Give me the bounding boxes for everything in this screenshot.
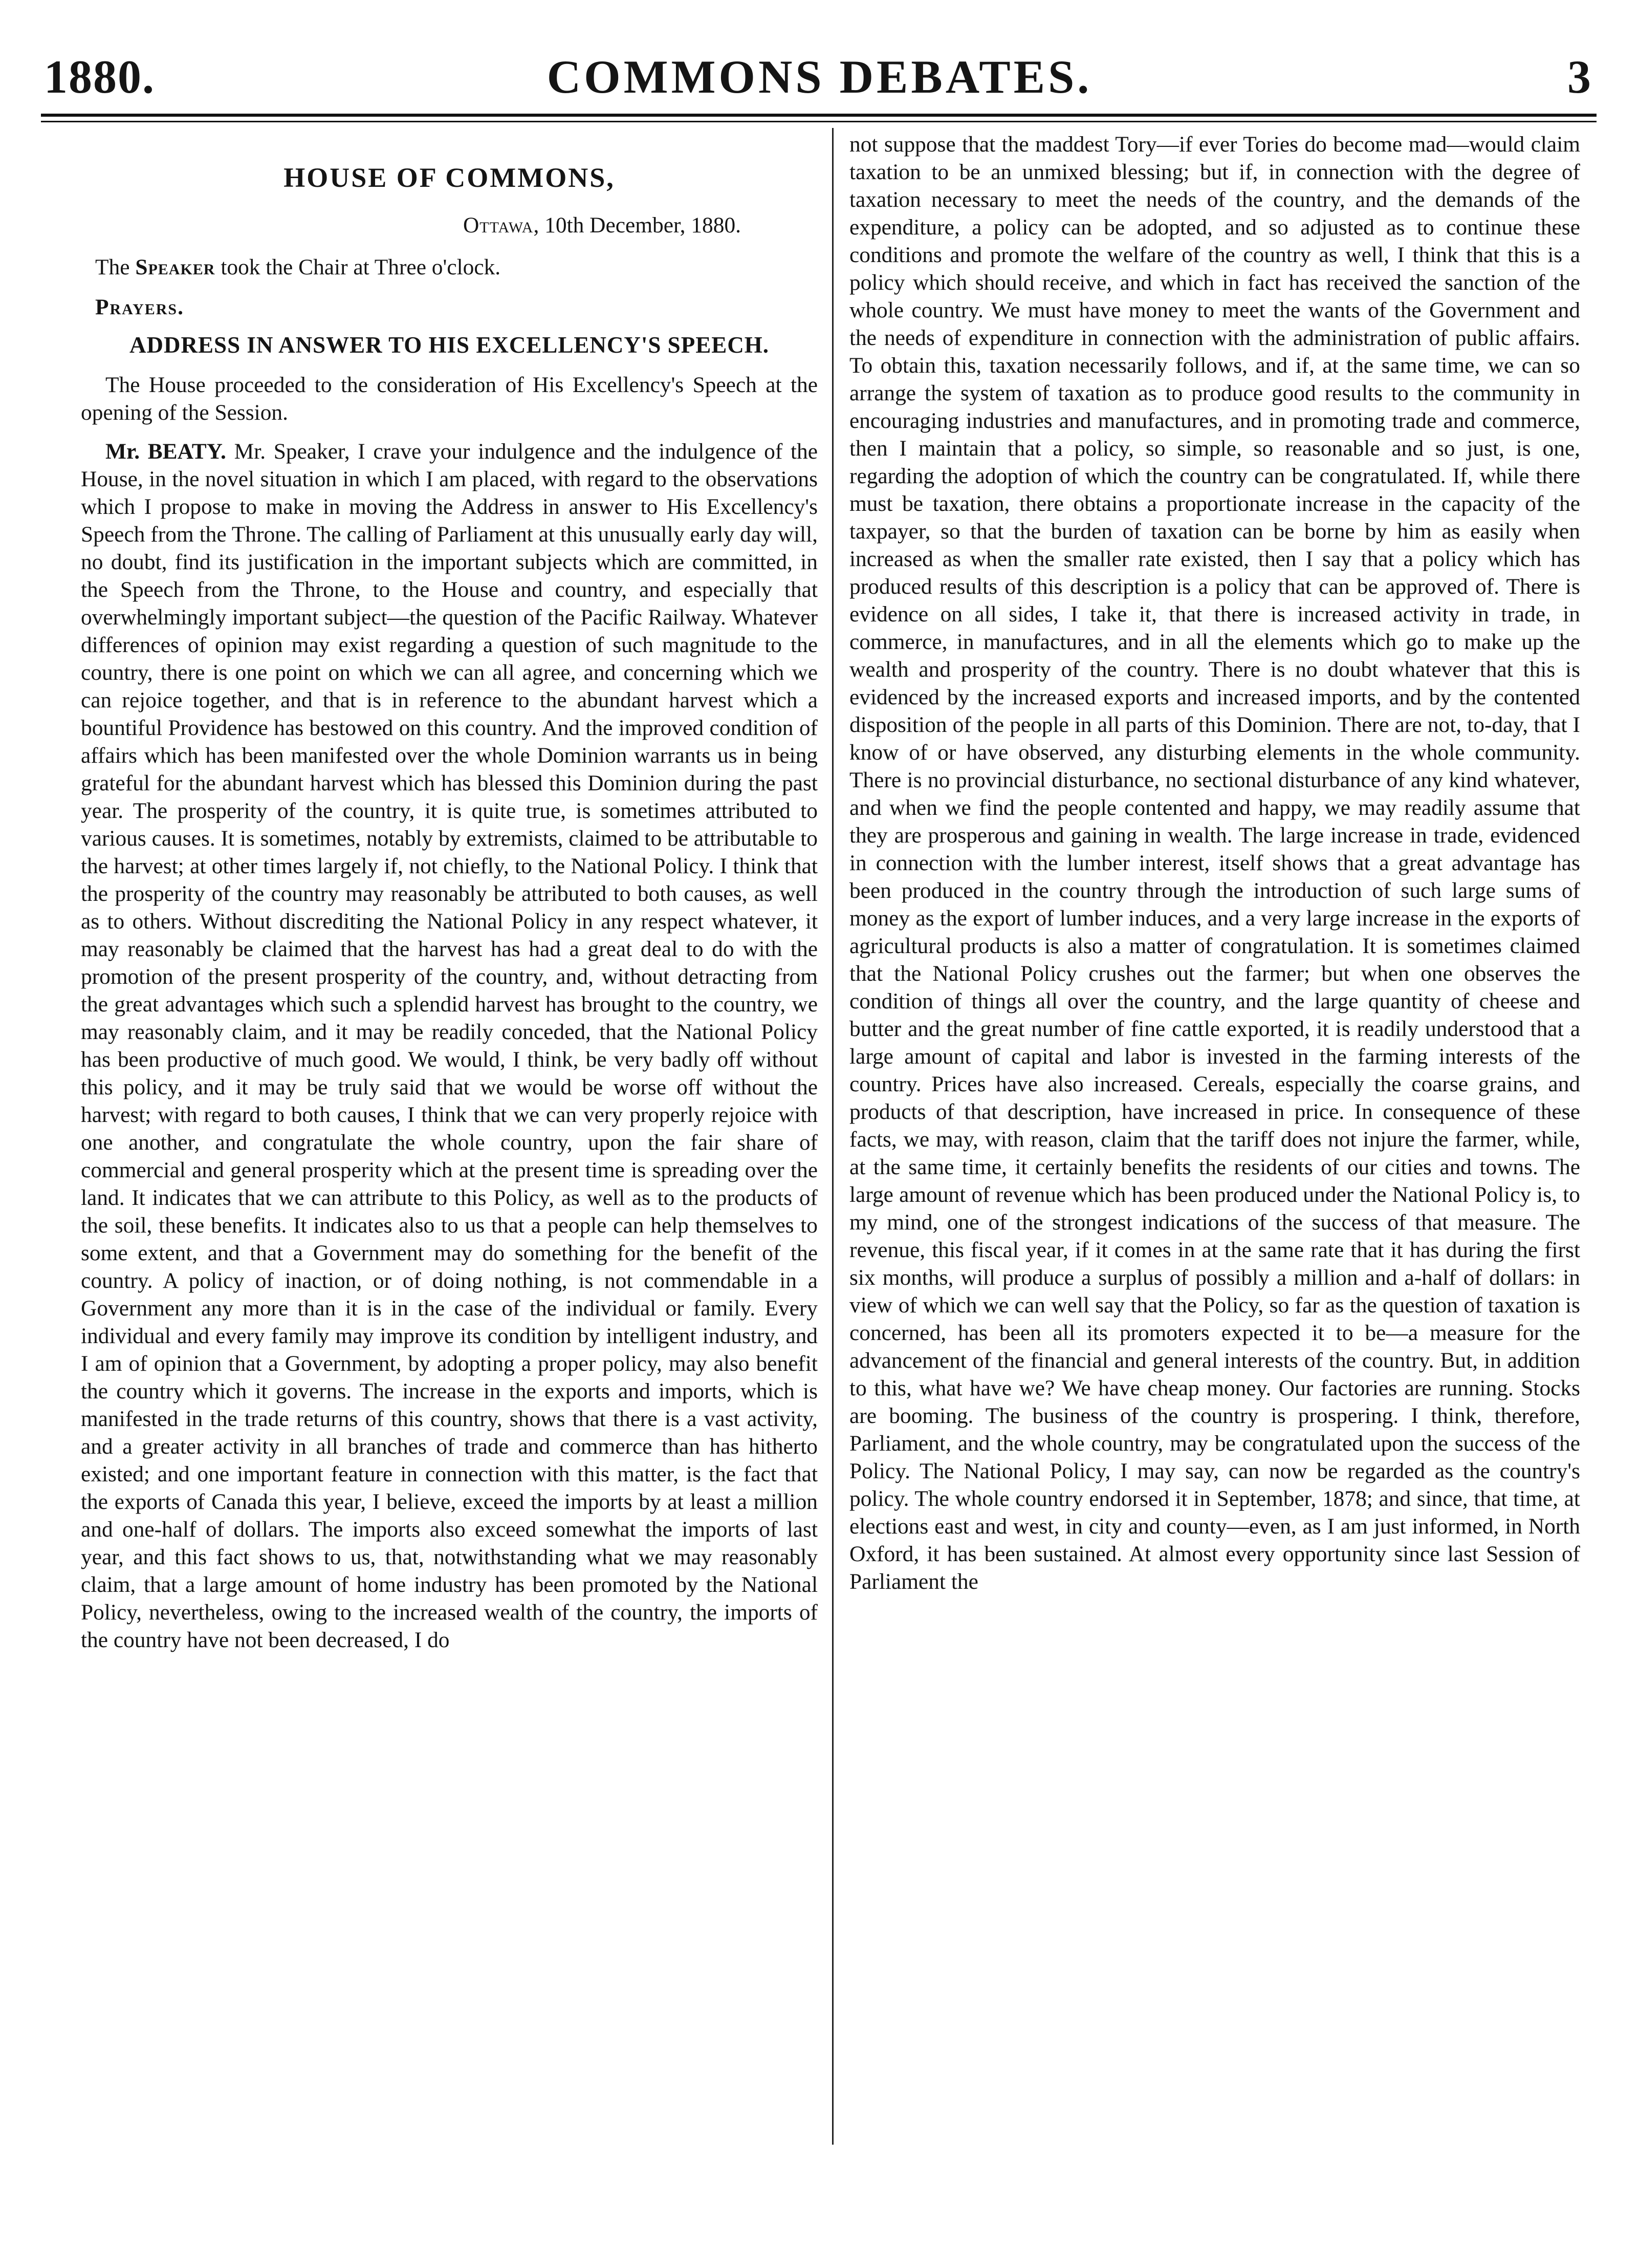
dateline-place: Ottawa	[463, 213, 534, 237]
speaker-label: Mr. BEATY.	[105, 439, 226, 464]
speaker-line-prefix: The	[95, 255, 136, 279]
running-year: 1880.	[44, 51, 155, 103]
header-rule-thin	[41, 121, 1597, 122]
dateline	[81, 211, 818, 239]
header-rule-thick	[41, 114, 1597, 117]
speaker-took-chair	[81, 253, 818, 281]
page-number: 3	[1567, 51, 1592, 103]
speaker-title: Speaker	[135, 255, 215, 279]
running-title: COMMONS DEBATES.	[547, 51, 1092, 103]
left-column	[81, 131, 818, 1654]
right-column	[849, 131, 1580, 1595]
address-heading: ADDRESS IN ANSWER TO HIS EXCELLENCY'S SPEECH.	[129, 332, 769, 358]
column-divider	[832, 128, 834, 2145]
speech-text: Mr. Speaker, I crave your indulgence and the indulgence of the House, in the novel situation in which I am placed, with regard to the observations which I propose to make in moving the Address in answer to His Excellency's Speech from the Throne. The calling of Parliament at this unusually early day will, no doubt, find its justification in the important subjects which are committed, in the Speech from the Throne, to the House and country, and especially that overwhelmingly important subject—the question of the Pacific Railway. Whatever differences of opinion may exist regarding a question of such magnitude to the country, there is one point on which we can all agree, and concerning which we can rejoice together, and that is in reference to the abundant harvest which a bountiful Providence has bestowed on this country. And the improved condition of affairs which has been manifested over the whole Dominion warrants us in being grateful for the abundant harvest which has blessed this Dominion during the past year. The prosperity of the country, it is quite true, is sometimes attributed to various causes. It is sometimes, notably by extremists, claimed to be attributable to the harvest; at other times largely if, not chiefly, to the National Policy. I think that the prosperity of the country may reasonably be attributed to both causes, as well as to others. Without discrediting the National Policy in any respect whatever, it may reasonably be claimed that the harvest has had a great deal to do with the promotion of the present prosperity of the country, and, without detracting from the great advantages which such a splendid harvest has brought to the country, we may reasonably claim, and it may be readily conceded, that the National Policy has been productive of much good. We would, I think, be very badly off without this policy, and it may be truly said that we would be worse off without the harvest; with regard to both causes, I think that we can very properly rejoice with one another, and congratulate the whole country, upon the fair share of commercial and general prosperity which at the present time is spreading over the land. It indicates that we can attribute to this Policy, as well as to the products of the soil, these benefits. It indicates also to us that a people can help themselves to some extent, and that a Government may do something for the benefit of the country. A policy of inaction, or of doing nothing, is not commendable in a Government any more than it is in the case of the individual or family. Every individual and every family may improve its condition by intelligent industry, and I am of opinion that a Government, by adopting a proper policy, may also benefit the country which it governs. The increase in the exports and imports, which is manifested in the trade returns of this country, shows that there is a vast activity, and a greater activity in all branches of trade and commerce than has hitherto existed; and one important feature in connection with this matter, is the fact that the exports of Canada this year, I believe, exceed the imports by at least a million and one-half of dollars. The imports also exceed somewhat the imports of last year, and this fact shows to us, that, notwithstanding what we may reasonably claim, that a large amount of home industry has been promoted by the National Policy, nevertheless, owing to the increased wealth of the country, the imports of the country have not been decreased, I do	[81, 439, 818, 1652]
continued-speech: not suppose that the maddest Tory—if ever Tories do become mad—would claim taxation to be an unmixed blessing; but if, in connection with the degree of taxation necessary to meet the needs of the country, and the demands of the expenditure, a policy can be adopted, and so adjusted as to continue these conditions and promote the welfare of the country as well, I think that this is a policy which should receive, and which in fact has received the sanction of the whole country. We must have money to meet the wants of the Government and the needs of expenditure in connection with the administration of public affairs. To obtain this, taxation necessarily follows, and if, at the same time, we can so arrange the system of taxation as to produce good results to the community in encouraging industries and manufactures, and in promoting trade and commerce, then I maintain that a policy, so simple, so reasonable and so just, is one, regarding the adoption of which the country can be congratulated. If, while there must be taxation, there obtains a proportionate increase in the capacity of the taxpayer, so that the burden of taxation can be borne by him as easily when increased as when the smaller rate existed, then I say that a policy which has produced results of this description is a policy that can be approved of. There is evidence on all sides, I take it, that there is increased activity in trade, in commerce, in manufactures, and in all the elements which go to make up the wealth and prosperity of the country. There is no doubt whatever that this is evidenced by the increased exports and increased imports, and by the contented disposition of the people in all parts of this Dominion. There are not, to-day, that I know of or have observed, any disturbing elements in the whole community. There is no provincial disturbance, no sectional disturbance of any kind whatever, and when we find the people contented and happy, we may readily assume that they are prosperous and gaining in wealth. The large increase in trade, evidenced in connection with the lumber interest, itself shows that a great advantage has been produced in the country through the introduction of such large sums of money as the export of lumber induces, and a very large increase in the exports of agricultural products is also a matter of congratulation. It is sometimes claimed that the National Policy crushes out the farmer; but when one observes the condition of things all over the country, and the large quantity of cheese and butter and the great number of fine cattle exported, it is readily understood that a large amount of capital and labor is invested in the farming interests of the country. Prices have also increased. Cereals, especially the coarse grains, and products of that description, have increased in price. In consequence of these facts, we may, with reason, claim that the tariff does not injure the farmer, while, at the same time, it certainly benefits the residents of our cities and towns. The large amount of revenue which has been produced under the National Policy is, to my mind, one of the strongest indications of the success of that measure. The revenue, this fiscal year, if it comes in at the same rate that it has during the first six months, will produce a surplus of possibly a million and a-half of dollars: in view of which we can well say that the Policy, so far as the question of taxation is concerned, has been all its promoters expected it to be—a measure for the advancement of the financial and general interests of the country. But, in addition to this, what have we? We have cheap money. Our factories are running. Stocks are booming. The business of the country is prospering. I think, therefore, Parliament, and the whole country, may be congratulated upon the success of the Policy. The National Policy, I may say, can now be regarded as the country's policy. The whole country endorsed it in September, 1878; and since, that time, at elections east and west, in city and county—even, as I am just informed, in North Oxford, it has been sustained. At almost every opportunity since last Session of Parliament the	[849, 132, 1580, 1594]
prayers-heading: Prayers.	[95, 295, 184, 319]
speaker-line-suffix: took the Chair at Three o'clock.	[215, 255, 501, 279]
speech-paragraph	[81, 438, 818, 1654]
intro-paragraph: The House proceeded to the consideration of His Excellency's Speech at the opening of the Session.	[81, 373, 818, 425]
dateline-date: , 10th December, 1880.	[533, 213, 741, 237]
house-heading: HOUSE OF COMMONS,	[283, 162, 615, 193]
